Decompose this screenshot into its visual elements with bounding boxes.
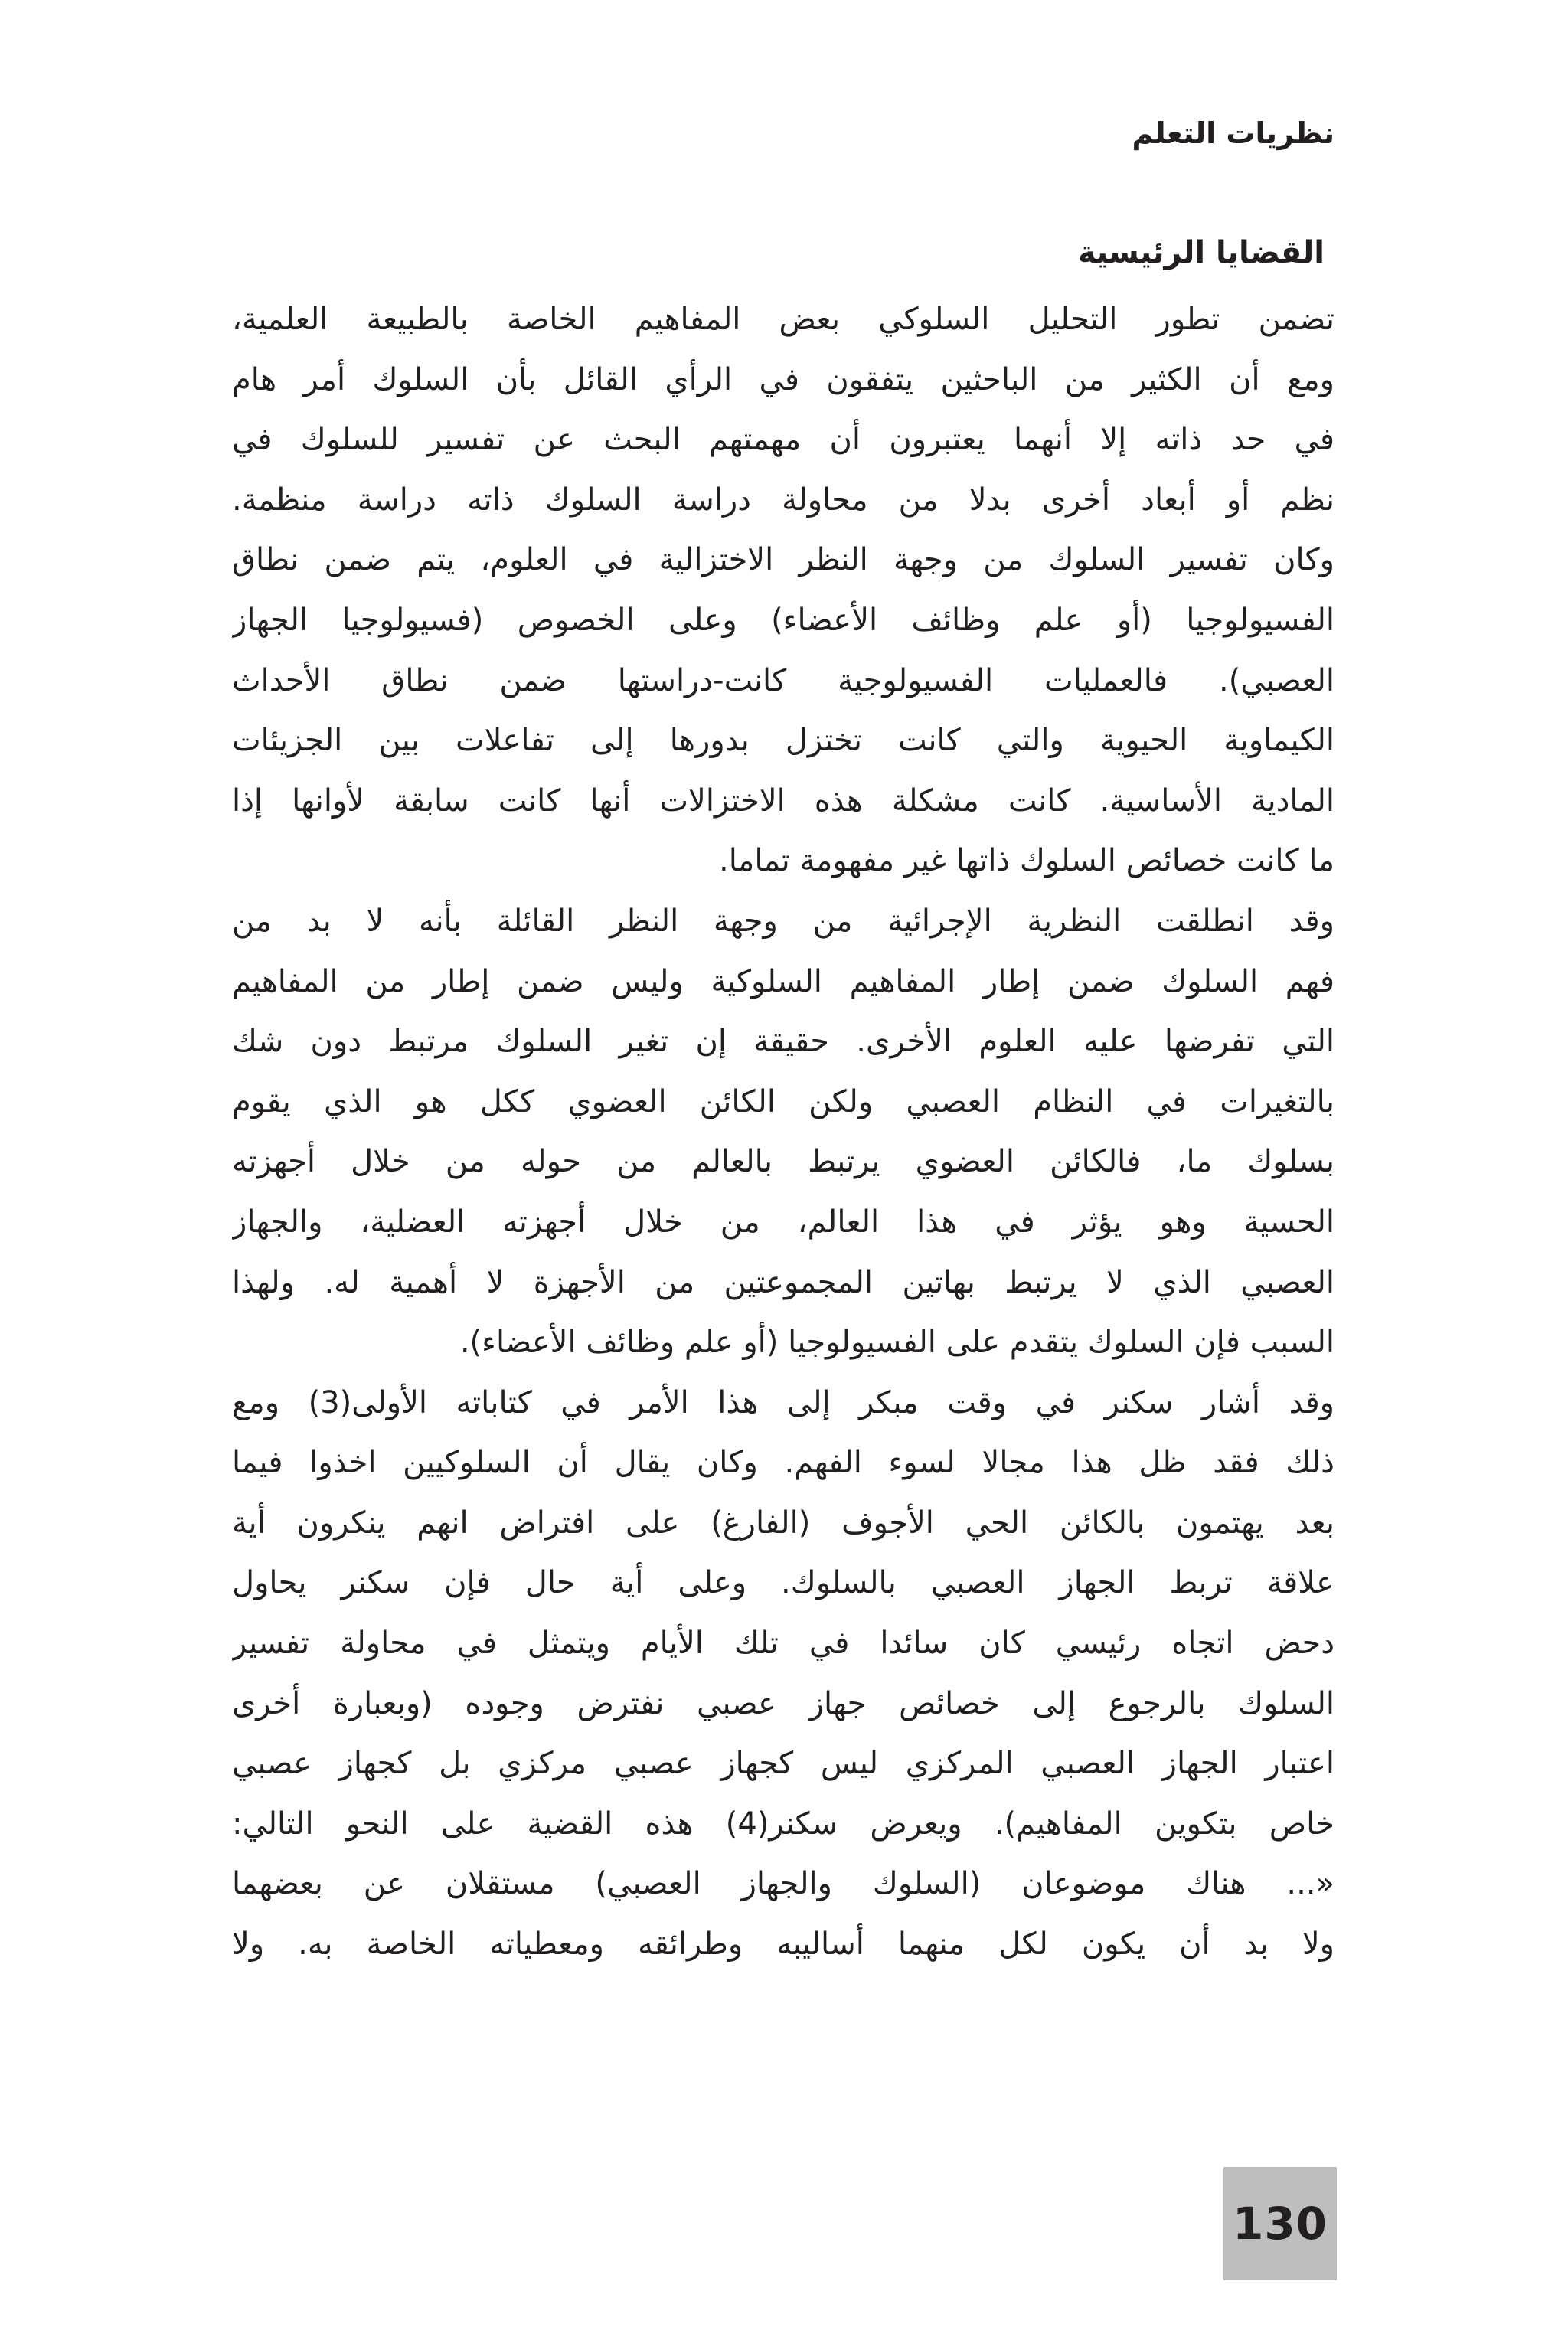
text-line: وقد انطلقت النظرية الإجرائية من وجهة النظر القائلة بأنه لا بد من xyxy=(232,903,1334,939)
text-line: بسلوك ما، فالكائن العضوي يرتبط بالعالم من حوله من خلال أجهزته xyxy=(232,1144,1334,1180)
text-line: تضمن تطور التحليل السلوكي بعض المفاهيم الخاصة بالطبيعة العلمية، xyxy=(232,302,1334,337)
text-line: وكان تفسير السلوك من وجهة النظر الاختزالية في العلوم، يتم ضمن نطاق xyxy=(232,542,1334,578)
text-line: التي تفرضها عليه العلوم الأخرى. حقيقة إن تغير السلوك مرتبط دون شك xyxy=(232,1024,1334,1060)
text-line: الحسية وهو يؤثر في هذا العالم، من خلال أجهزته العضلية، والجهاز xyxy=(232,1204,1334,1240)
text-line: اعتبار الجهاز العصبي المركزي ليس كجهاز عصبي مركزي بل كجهاز عصبي xyxy=(232,1746,1334,1782)
text-line: خاص بتكوين المفاهيم). ويعرض سكنر(4) هذه القضية على النحو التالي: xyxy=(232,1806,1334,1842)
text-line: «... هناك موضوعان (السلوك والجهاز العصبي) مستقلان عن بعضهما xyxy=(232,1866,1334,1902)
text-line: وقد أشار سكنر في وقت مبكر إلى هذا الأمر في كتاباته الأولى(3) ومع xyxy=(232,1384,1334,1420)
text-line: ومع أن الكثير من الباحثين يتفقون في الرأي القائل بأن السلوك أمر هام xyxy=(232,361,1334,397)
text-line: العصبي). فالعمليات الفسيولوجية كانت-دراستها ضمن نطاق الأحداث xyxy=(232,662,1334,698)
section-heading: القضايا الرئيسية xyxy=(1077,235,1325,270)
text-line: السبب فإن السلوك يتقدم على الفسيولوجيا (أو علم وظائف الأعضاء). xyxy=(459,1325,1334,1361)
text-line: بعد يهتمون بالكائن الحي الأجوف (الفارغ) على افتراض انهم ينكرون أية xyxy=(232,1505,1334,1541)
body-text xyxy=(232,289,1334,1975)
running-header-title: نظريات التعلم xyxy=(1132,116,1334,150)
text-line: الكيماوية الحيوية والتي كانت تختزل بدورها إلى تفاعلات بين الجزيئات xyxy=(232,723,1334,759)
page-number: 130 xyxy=(1232,2198,1328,2250)
text-line: المادية الأساسية. كانت مشكلة هذه الاختزالات أنها كانت سابقة لأوانها إذا xyxy=(232,783,1334,819)
text-line: ما كانت خصائص السلوك ذاتها غير مفهومة تماما. xyxy=(718,843,1334,879)
text-line: نظم أو أبعاد أخرى بدلا من محاولة دراسة السلوك ذاته دراسة منظمة. xyxy=(232,482,1334,518)
page-number-box xyxy=(1223,2167,1337,2280)
text-line: فهم السلوك ضمن إطار المفاهيم السلوكية وليس ضمن إطار من المفاهيم xyxy=(232,963,1334,999)
text-line: ولا بد أن يكون لكل منهما أساليبه وطرائقه ومعطياته الخاصة به. ولا xyxy=(232,1927,1334,1963)
text-line: الفسيولوجيا (أو علم وظائف الأعضاء) وعلى الخصوص (فسيولوجيا الجهاز xyxy=(232,602,1334,638)
text-line: العصبي الذي لا يرتبط بهاتين المجموعتين من الأجهزة لا أهمية له. ولهذا xyxy=(232,1264,1334,1300)
text-line: ذلك فقد ظل هذا مجالا لسوء الفهم. وكان يقال أن السلوكيين اخذوا فيما xyxy=(232,1445,1334,1481)
text-line: دحض اتجاه رئيسي كان سائدا في تلك الأيام ويتمثل في محاولة تفسير xyxy=(232,1626,1334,1662)
text-line: بالتغيرات في النظام العصبي ولكن الكائن العضوي ككل هو الذي يقوم xyxy=(232,1083,1334,1119)
text-line: السلوك بالرجوع إلى خصائص جهاز عصبي نفترض وجوده (وبعبارة أخرى xyxy=(232,1685,1334,1721)
text-line: علاقة تربط الجهاز العصبي بالسلوك. وعلى أية حال فإن سكنر يحاول xyxy=(232,1565,1334,1601)
text-line: في حد ذاته إلا أنهما يعتبرون أن مهمتهم البحث عن تفسير للسلوك في xyxy=(232,422,1334,458)
